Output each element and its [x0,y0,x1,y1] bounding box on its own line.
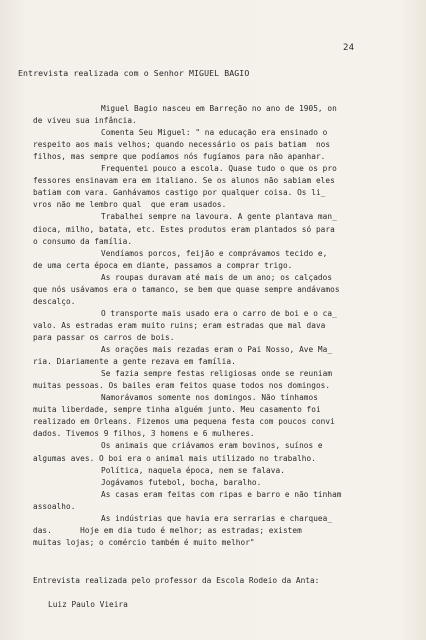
body-line: filhos, mas sempre que podíamos nós fugíamos para não apanhar. [33,152,326,162]
body-line: Namorávamos somente nos domingos. Não tínhamos [101,393,318,403]
body-line: Jogávamos futebol, bocha, baralho. [101,477,262,487]
body-line: para passar os carros de bois. [33,333,175,342]
body-line: Frequentei pouco a escola. Quase tudo o que os pro [101,164,337,174]
body-line: valo. As estradas eram muito ruins; eram estradas que mal dava [33,320,326,330]
body-line: Os animais que criávamos eram bovinos, suínos e [101,441,323,451]
body-line: respeito aos mais velhos; quando necessário os pais batiam nos [33,140,331,150]
body-line: fessores ensinavam era em italiano. Se os alunos não sabiam eles [33,176,335,186]
body-line: As indústrias que havia era serrarias e charquea_ [101,513,333,523]
body-line: o consumo da família. [33,236,133,246]
body-line: que nós usávamos era o tamanco, se bem que quase sempre andávamos [33,284,340,294]
body-line: Miguel Bagio nasceu em Barreção no ano de 1905, on [101,104,337,113]
body-line: vros não me lembro qual que eram usados. [33,200,227,210]
interviewer-credit: Entrevista realizada pelo professor da Escola Rodeio da Anta: [33,576,320,585]
body-line: Vendíamos porcos, feijão e comprávamos tecido e, [101,248,328,258]
body-line: Trabalhei sempre na lavoura. A gente plantava man_ [101,212,337,222]
body-line: dados. Tivemos 9 filhos, 3 homens e 6 mulheres. [33,429,255,439]
interviewer-name: Luiz Paulo Vieira [48,600,128,609]
body-line: As roupas duravam até mais de um ano; os calçados [101,272,333,282]
body-line: muitas pessoas. Os bailes eram feitos quase todos nos domingos. [33,381,331,391]
body-line: de uma certa época em diante, passamos a comprar trigo. [33,260,293,270]
page-number: 24 [343,43,355,53]
body-line: muita liberdade, sempre tinha alguém junto. Meu casamento foi [33,405,321,415]
body-line: Se fazia sempre festas religiosas onde se reuniam [101,369,333,379]
body-line: Política, naquela época, nem se falava. [101,465,285,475]
body-line: realizado em Orleans. Fizemos uma pequena festa com poucos convi [33,417,335,427]
document-title: Entrevista realizada com o Senhor MIGUEL BAGIO [18,68,250,78]
body-line: de viveu sua infância. [33,116,137,125]
body-line: descalço. [33,296,76,306]
body-line: O transporte mais usado era o carro de boi e o ca_ [101,308,337,318]
body-line: As casas eram feitas com ripas e barro e não tinham [101,489,342,499]
body-line: batiam com vara. Ganhávamos castigo por qualquer coisa. Os li_ [33,188,326,198]
body-line: muitas lojas; o comércio também é muito melhor" [33,537,255,547]
body-line: algumas aves. O boi era o animal mais utilizado no trabalho. [33,453,316,463]
body-line: As orações mais rezadas eram o Pai Nosso, Ave Ma_ [101,345,333,354]
body-line: dioca, milho, batata, etc. Estes produtos eram plantados só para [33,224,335,234]
body-line: Comenta Seu Miguel: " na educação era ensinado o [101,128,328,138]
body-line: assoalho. [33,501,76,511]
body-line: das. Hoje em dia tudo é melhor; as estradas; existem [33,525,302,535]
body-line: ria. Diariamente a gente rezava em família. [33,357,236,367]
